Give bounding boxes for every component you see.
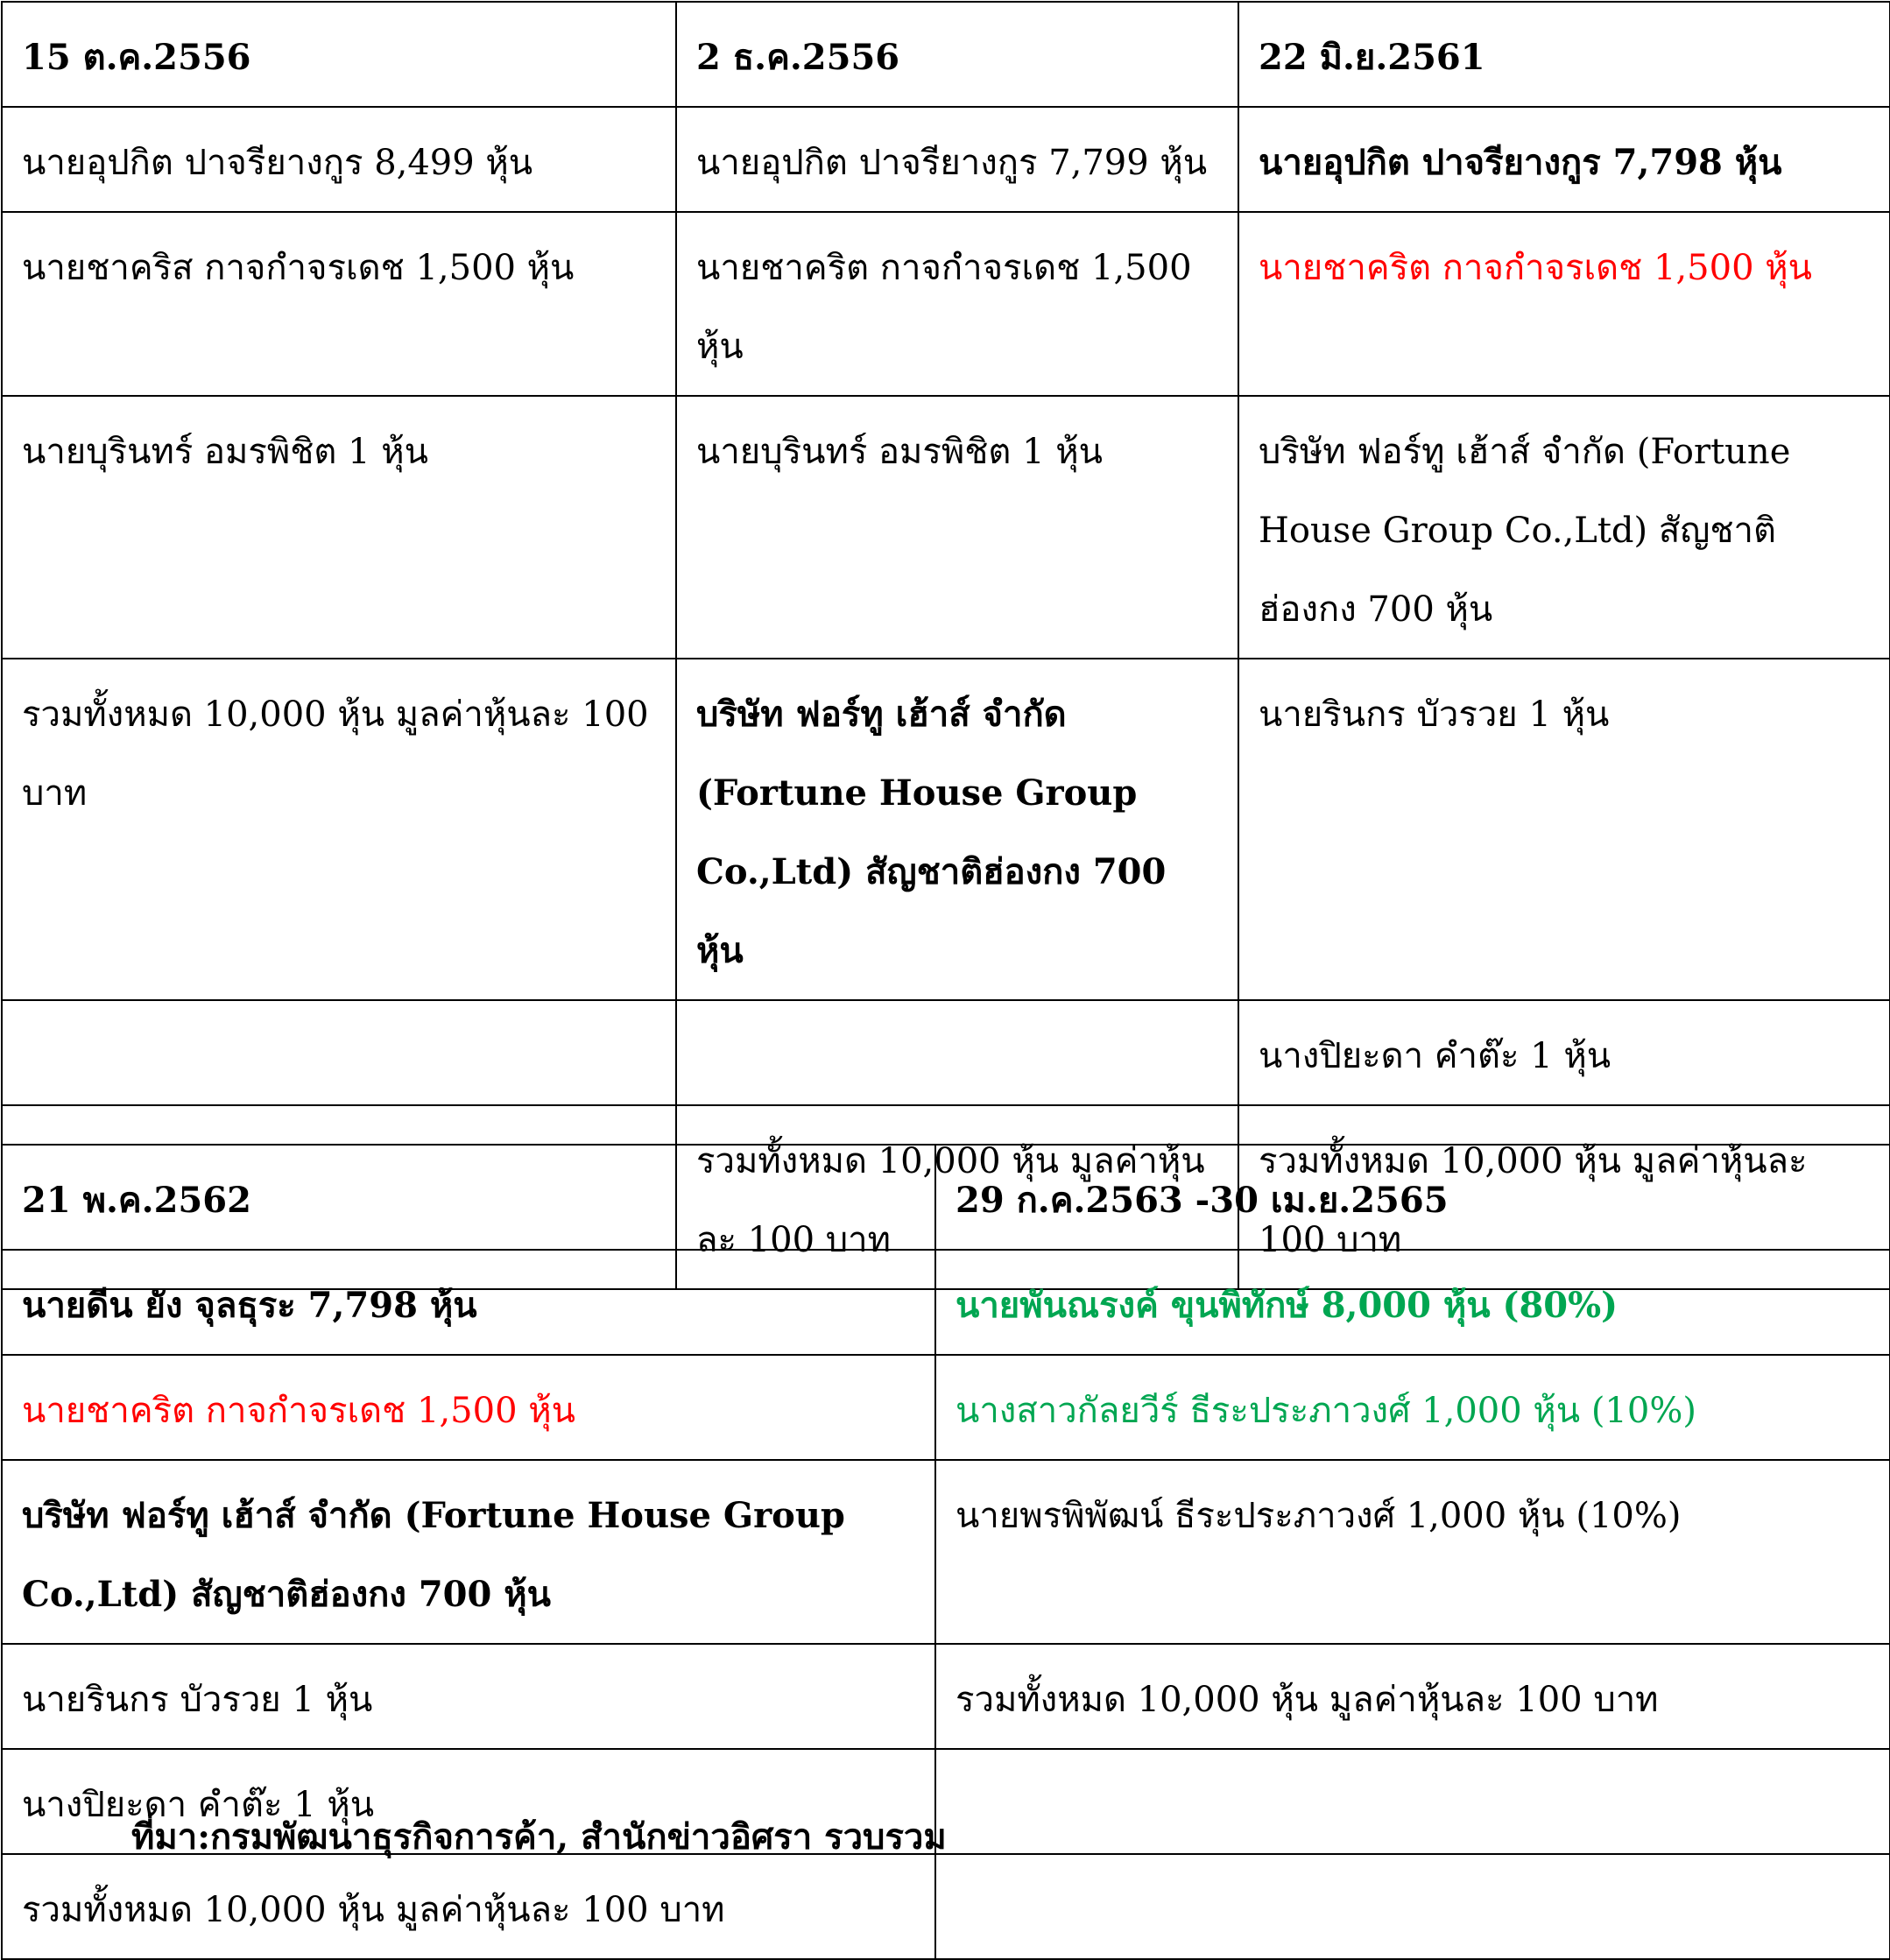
- table-cell-empty: [935, 1749, 1890, 1854]
- table-cell: นายอุปกิต ปาจรียางกูร 8,499 หุ้น: [2, 107, 676, 212]
- table-header-row: [2, 1145, 1890, 1250]
- source-note: ที่มา:กรมพัฒนาธุรกิจการค้า, สำนักข่าวอิศรา รวบรวม: [131, 1816, 947, 1858]
- table-row: [2, 1854, 1890, 1959]
- header-cell-date: 2 ธ.ค.2556: [676, 2, 1238, 107]
- shareholder-table-1: [1, 1, 1890, 1290]
- table-cell: รวมทั้งหมด 10,000 หุ้น มูลค่าหุ้นละ 100 บาท: [676, 1105, 1238, 1289]
- header-cell-date: 21 พ.ค.2562: [2, 1145, 935, 1250]
- table-cell: นายบุรินทร์ อมรพิชิต 1 หุ้น: [2, 396, 676, 659]
- table-cell: นายอุปกิต ปาจรียางกูร 7,798 หุ้น: [1238, 107, 1890, 212]
- table-row: [2, 1460, 1890, 1644]
- table-cell: นายดีน ยัง จุลธุระ 7,798 หุ้น: [2, 1250, 935, 1355]
- table-cell: รวมทั้งหมด 10,000 หุ้น มูลค่าหุ้นละ 100 บาท: [2, 659, 676, 1000]
- table-cell-highlighted-green: นายพันณรงค์ ขุนพิทักษ์ 8,000 หุ้น (80%): [935, 1250, 1890, 1355]
- table-cell: นางปิยะดา คำต๊ะ 1 หุ้น: [1238, 1000, 1890, 1105]
- table-row: [2, 1355, 1890, 1460]
- table-cell: นายพรพิพัฒน์ ธีระประภาวงศ์ 1,000 หุ้น (10%): [935, 1460, 1890, 1644]
- table-cell: รวมทั้งหมด 10,000 หุ้น มูลค่าหุ้นละ 100 บาท: [935, 1644, 1890, 1749]
- table-cell: นายชาคริต กาจกำจรเดช 1,500 หุ้น: [676, 212, 1238, 396]
- table-cell: นางปิยะดา คำต๊ะ 1 หุ้น: [2, 1749, 935, 1854]
- table-cell: นายชาคริส กาจกำจรเดช 1,500 หุ้น: [2, 212, 676, 396]
- table-cell: นายรินกร บัวรวย 1 หุ้น: [1238, 659, 1890, 1000]
- table-cell: รวมทั้งหมด 10,000 หุ้น มูลค่าหุ้นละ 100 บาท: [1238, 1105, 1890, 1289]
- table-cell: นายบุรินทร์ อมรพิชิต 1 หุ้น: [676, 396, 1238, 659]
- header-cell-date: 29 ก.ค.2563 -30 เม.ย.2565: [935, 1145, 1890, 1250]
- table-cell: รวมทั้งหมด 10,000 หุ้น มูลค่าหุ้นละ 100 บาท: [2, 1854, 935, 1959]
- table-cell: นายอุปกิต ปาจรียางกูร 7,799 หุ้น: [676, 107, 1238, 212]
- table-cell-empty: [676, 1000, 1238, 1105]
- table-cell-empty: [935, 1854, 1890, 1959]
- table-cell-highlighted-red: นายชาคริต กาจกำจรเดช 1,500 หุ้น: [1238, 212, 1890, 396]
- table-row: [2, 659, 1890, 1000]
- table-row: [2, 1000, 1890, 1105]
- table-cell: นายรินกร บัวรวย 1 หุ้น: [2, 1644, 935, 1749]
- table-cell-highlighted-green: นางสาวกัลยวีร์ ธีระประภาวงศ์ 1,000 หุ้น (10%): [935, 1355, 1890, 1460]
- table-cell: บริษัท ฟอร์ทู เฮ้าส์ จำกัด (Fortune House Group Co.,Ltd) สัญชาติฮ่องกง 700 หุ้น: [2, 1460, 935, 1644]
- table-cell-empty: [2, 1000, 676, 1105]
- table-cell-highlighted-red: นายชาคริต กาจกำจรเดช 1,500 หุ้น: [2, 1355, 935, 1460]
- table-header-row: [2, 2, 1890, 107]
- table-row: [2, 1250, 1890, 1355]
- header-cell-date: 15 ต.ค.2556: [2, 2, 676, 107]
- table-row: [2, 396, 1890, 659]
- table-cell: บริษัท ฟอร์ทู เฮ้าส์ จำกัด (Fortune House Group Co.,Ltd) สัญชาติฮ่องกง 700 หุ้น: [1238, 396, 1890, 659]
- table-row: [2, 107, 1890, 212]
- table-row: [2, 212, 1890, 396]
- table-row: [2, 1644, 1890, 1749]
- table-cell: บริษัท ฟอร์ทู เฮ้าส์ จำกัด (Fortune House Group Co.,Ltd) สัญชาติฮ่องกง 700 หุ้น: [676, 659, 1238, 1000]
- header-cell-date: 22 มิ.ย.2561: [1238, 2, 1890, 107]
